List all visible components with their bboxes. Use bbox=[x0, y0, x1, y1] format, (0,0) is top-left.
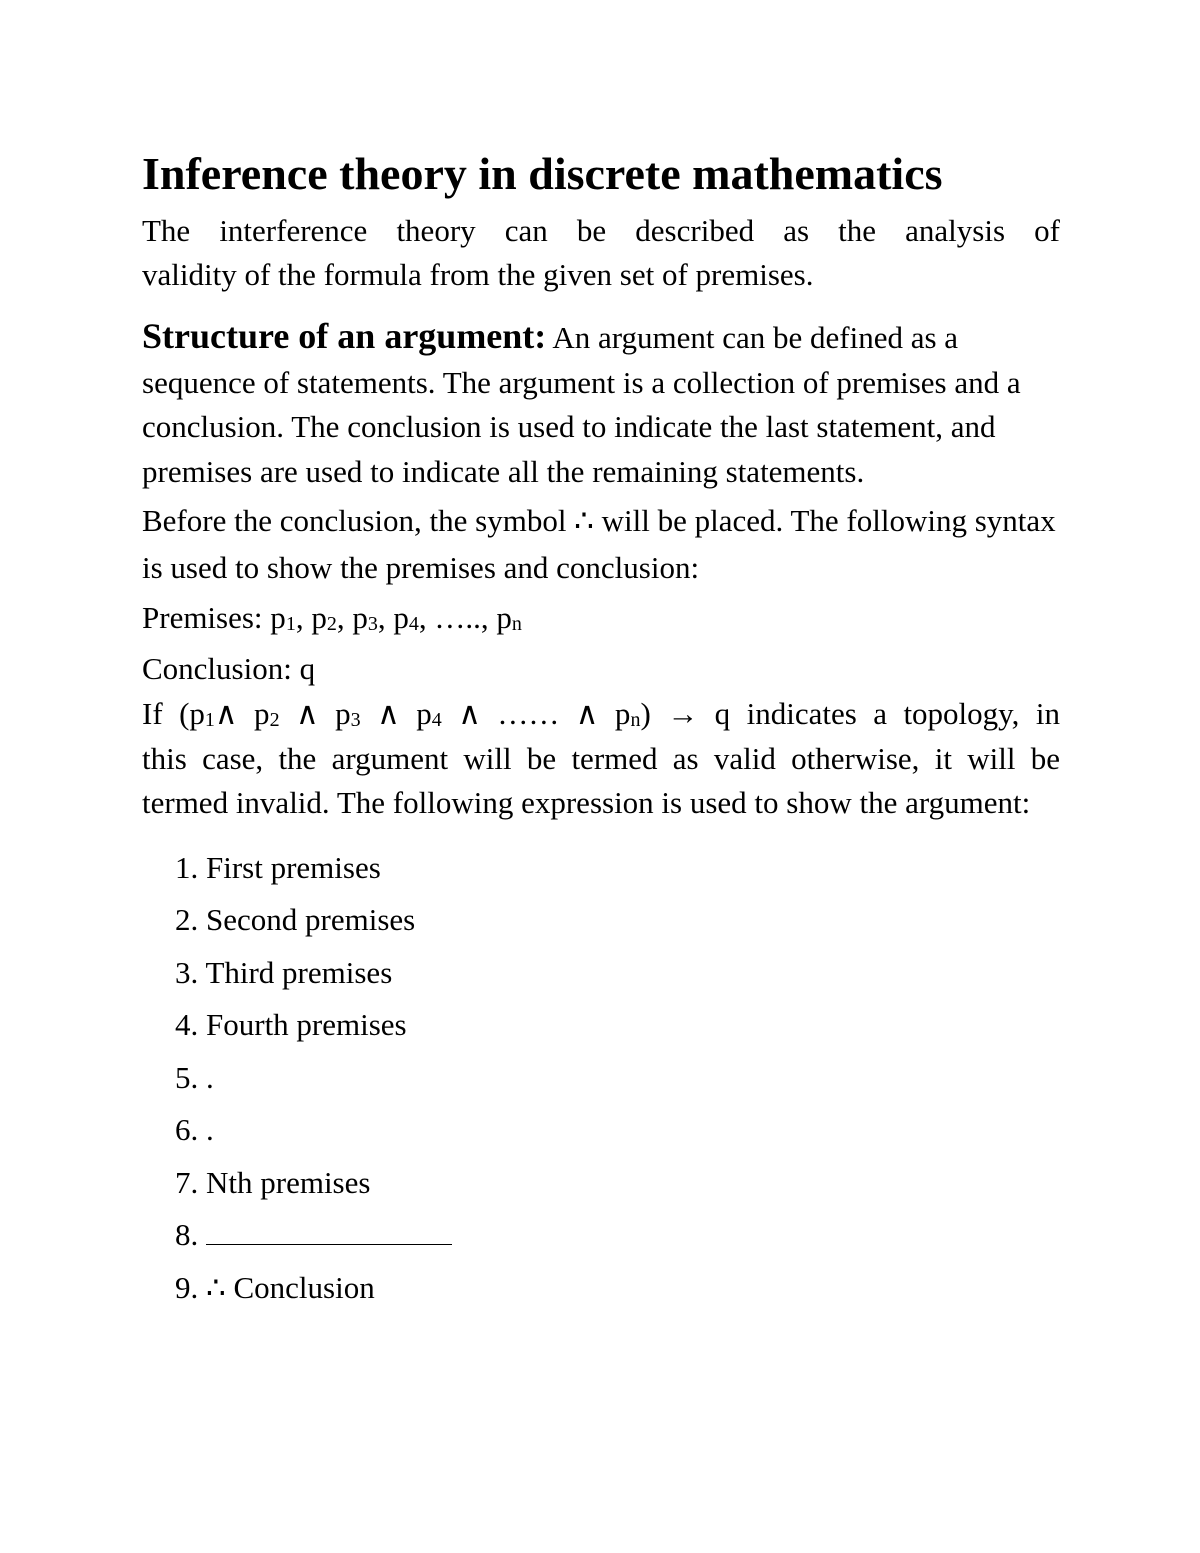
premises-line: Premises: $p_1$, $p_2$, $p_3$, $p_4$, ….., $p_n$ bbox=[142, 600, 522, 635]
list-item: 2. Second premises bbox=[175, 902, 416, 937]
intro-line-1: The interference theory can be described as the analysis of bbox=[142, 213, 1060, 248]
list-item-separator: 8. bbox=[175, 1209, 1060, 1262]
structure-text: An argument can be defined as a sequence of statements. The argument is a collection of premises and a conclusion. The conclusion is used to indicate the last statement, and premises are used to indicate all the remaining statements. bbox=[142, 320, 1021, 489]
list-item: 3. Third premises bbox=[175, 954, 393, 990]
list-item: 1. First premises bbox=[175, 849, 381, 885]
before-conclusion-paragraph: Before the conclusion, the symbol ∴ will be placed. The following syntax is used to show the premises and conclusion: bbox=[142, 503, 1056, 585]
list-item: 9. ∴ Conclusion bbox=[175, 1269, 375, 1305]
intro-line-2: validity of the formula from the given set of premises. bbox=[142, 257, 814, 292]
separator-line bbox=[206, 1216, 452, 1245]
list-item: 6. . bbox=[175, 1112, 214, 1147]
if-expression-line: If ($p_1\wedge$ $p_2$ ∧ $p_3$ ∧ $p_4$ ∧ …… ∧ $p_n) \to q$ indicates a topology, in bbox=[142, 696, 1060, 731]
structure-heading: Structure of an argument: bbox=[142, 316, 547, 356]
list-item: 4. Fourth premises bbox=[175, 1007, 407, 1042]
argument-steps-list bbox=[142, 842, 1060, 1315]
conclusion-line: Conclusion: q bbox=[142, 650, 316, 686]
document-page bbox=[142, 142, 1060, 1314]
if-expression-rest: this case, the argument will be termed as valid otherwise, it will be termed invalid. The following expression is used to show the argument: bbox=[142, 740, 1060, 820]
structure-paragraph bbox=[142, 314, 1060, 494]
document-title: Inference theory in discrete mathematics bbox=[142, 148, 943, 199]
list-item: 7. Nth premises bbox=[175, 1164, 371, 1200]
list-item: 5. . bbox=[175, 1059, 214, 1095]
